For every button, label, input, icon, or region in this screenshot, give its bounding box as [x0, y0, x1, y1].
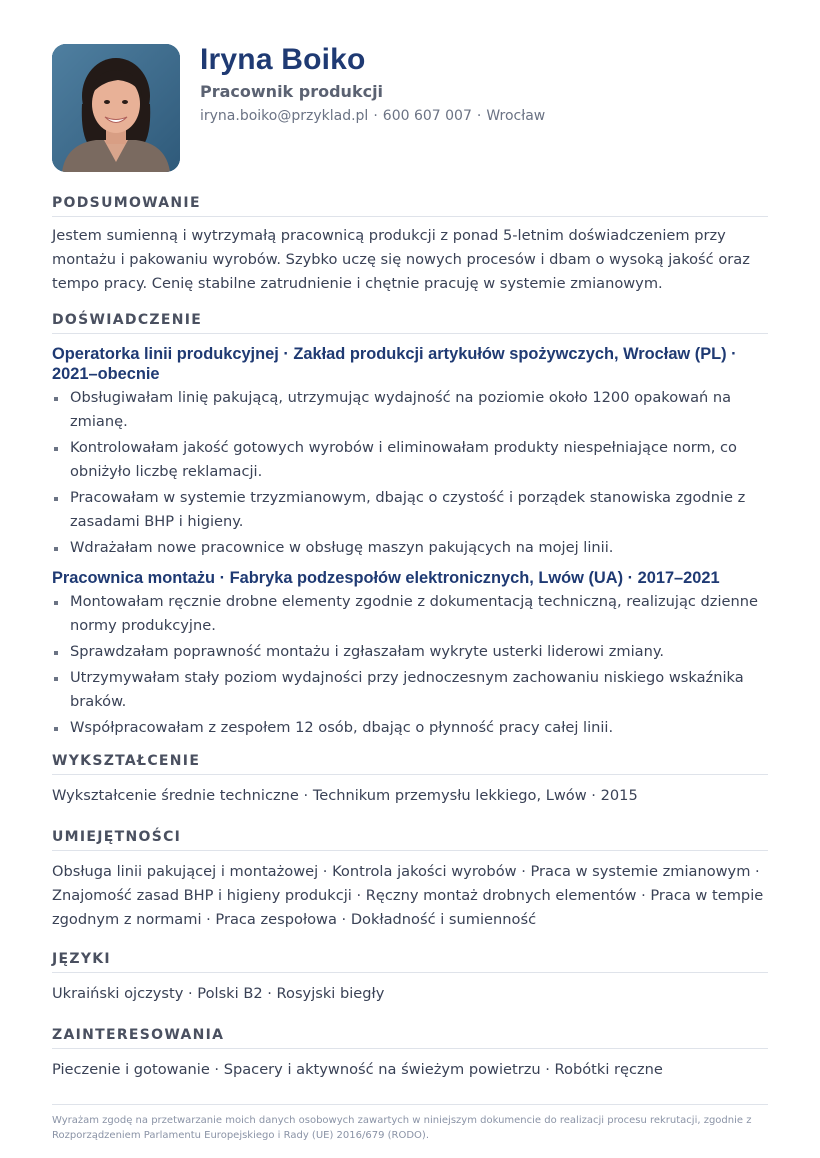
profile-photo: [52, 44, 180, 172]
experience-section: [52, 311, 768, 740]
languages-text: Ukraiński ojczysty · Polski B2 · Rosyjski biegły: [52, 985, 385, 1002]
job-bullets: [52, 590, 768, 740]
contact-phone[interactable]: 600 607 007: [382, 108, 472, 124]
gdpr-consent: Wyrażam zgodę na przetwarzanie moich danych osobowych zawartych w niniejszym dokumencie do realizacji procesu rekrutacji, zgodnie z Rozporządzeniem Parlamentu Europejskiego i Rady (UE) 2016/679 (RODO).: [52, 1104, 768, 1143]
skills-text: Obsługa linii pakującej i montażowej · Kontrola jakości wyrobów · Praca w systemie zmianowym · Znajomość zasad BHP i higieny produkcji · Ręczny montaż drobnych elementów · Praca w tempie zgodnym z normami · Praca zespołowa · Dokładność i sumienność: [52, 863, 764, 928]
contact-email[interactable]: iryna.boiko@przyklad.pl: [200, 108, 369, 124]
languages-section: [52, 950, 768, 1006]
resume-header: [52, 44, 768, 174]
bullet-item: Obsługiwałam linię pakującą, utrzymując wydajność na poziomie około 1200 opakowań na zmianę.: [52, 386, 768, 434]
bullet-item: Wdrażałam nowe pracownice w obsługę maszyn pakujących na mojej linii.: [52, 536, 768, 560]
skills-section: [52, 828, 768, 932]
separator: ·: [476, 108, 482, 124]
summary-section: [52, 194, 768, 296]
education-section: [52, 752, 768, 808]
separator: ·: [373, 108, 378, 124]
candidate-role: Pracownik produkcji: [200, 82, 384, 101]
contact-line: [200, 106, 545, 126]
summary-text: Jestem sumienną i wytrzymałą pracownicą produkcji z ponad 5-letnim doświadczeniem przy montażu i pakowaniu wyrobów. Szybko uczę się nowych procesów i dbam o wysoką jakość oraz tempo pracy. Cenię stabilne zatrudnienie i chętnie pracuję w systemie zmianowym.: [52, 227, 750, 292]
bullet-item: Utrzymywałam stały poziom wydajności przy jednoczesnym zachowaniu niskiego wskaźnika braków.: [52, 666, 768, 714]
section-title-languages: JĘZYKI: [52, 950, 768, 973]
job-heading: Operatorka linii produkcyjnej · Zakład produkcji artykułów spożywczych, Wrocław (PL) · 2021–obecnie: [52, 345, 737, 383]
bullet-item: Montowałam ręcznie drobne elementy zgodnie z dokumentacją techniczną, realizując dzienne normy produkcyjne.: [52, 590, 768, 638]
job-bullets: [52, 386, 768, 560]
section-title-summary: PODSUMOWANIE: [52, 194, 768, 217]
section-title-interests: ZAINTERESOWANIA: [52, 1026, 768, 1049]
section-title-skills: UMIEJĘTNOŚCI: [52, 828, 768, 851]
bullet-item: Współpracowałam z zespołem 12 osób, dbając o płynność pracy całej linii.: [52, 716, 768, 740]
interests-section: [52, 1026, 768, 1082]
section-title-experience: DOŚWIADCZENIE: [52, 311, 768, 334]
candidate-name: Iryna Boiko: [200, 43, 366, 76]
education-text: Wykształcenie średnie techniczne · Technikum przemysłu lekkiego, Lwów · 2015: [52, 787, 638, 804]
header-text: [200, 44, 545, 126]
job-heading: Pracownica montażu · Fabryka podzespołów elektronicznych, Lwów (UA) · 2017–2021: [52, 569, 720, 587]
section-title-education: WYKSZTAŁCENIE: [52, 752, 768, 775]
bullet-item: Sprawdzałam poprawność montażu i zgłaszałam wykryte usterki liderowi zmiany.: [52, 640, 768, 664]
bullet-item: Kontrolowałam jakość gotowych wyrobów i eliminowałam produkty niespełniające norm, co obniżyło liczbę reklamacji.: [52, 436, 768, 484]
resume-page: [52, 44, 768, 1143]
bullet-item: Pracowałam w systemie trzyzmianowym, dbając o czystość i porządek stanowiska zgodnie z zasadami BHP i higieny.: [52, 486, 768, 534]
interests-text: Pieczenie i gotowanie · Spacery i aktywność na świeżym powietrzu · Robótki ręczne: [52, 1061, 663, 1078]
contact-city: Wrocław: [486, 108, 546, 124]
